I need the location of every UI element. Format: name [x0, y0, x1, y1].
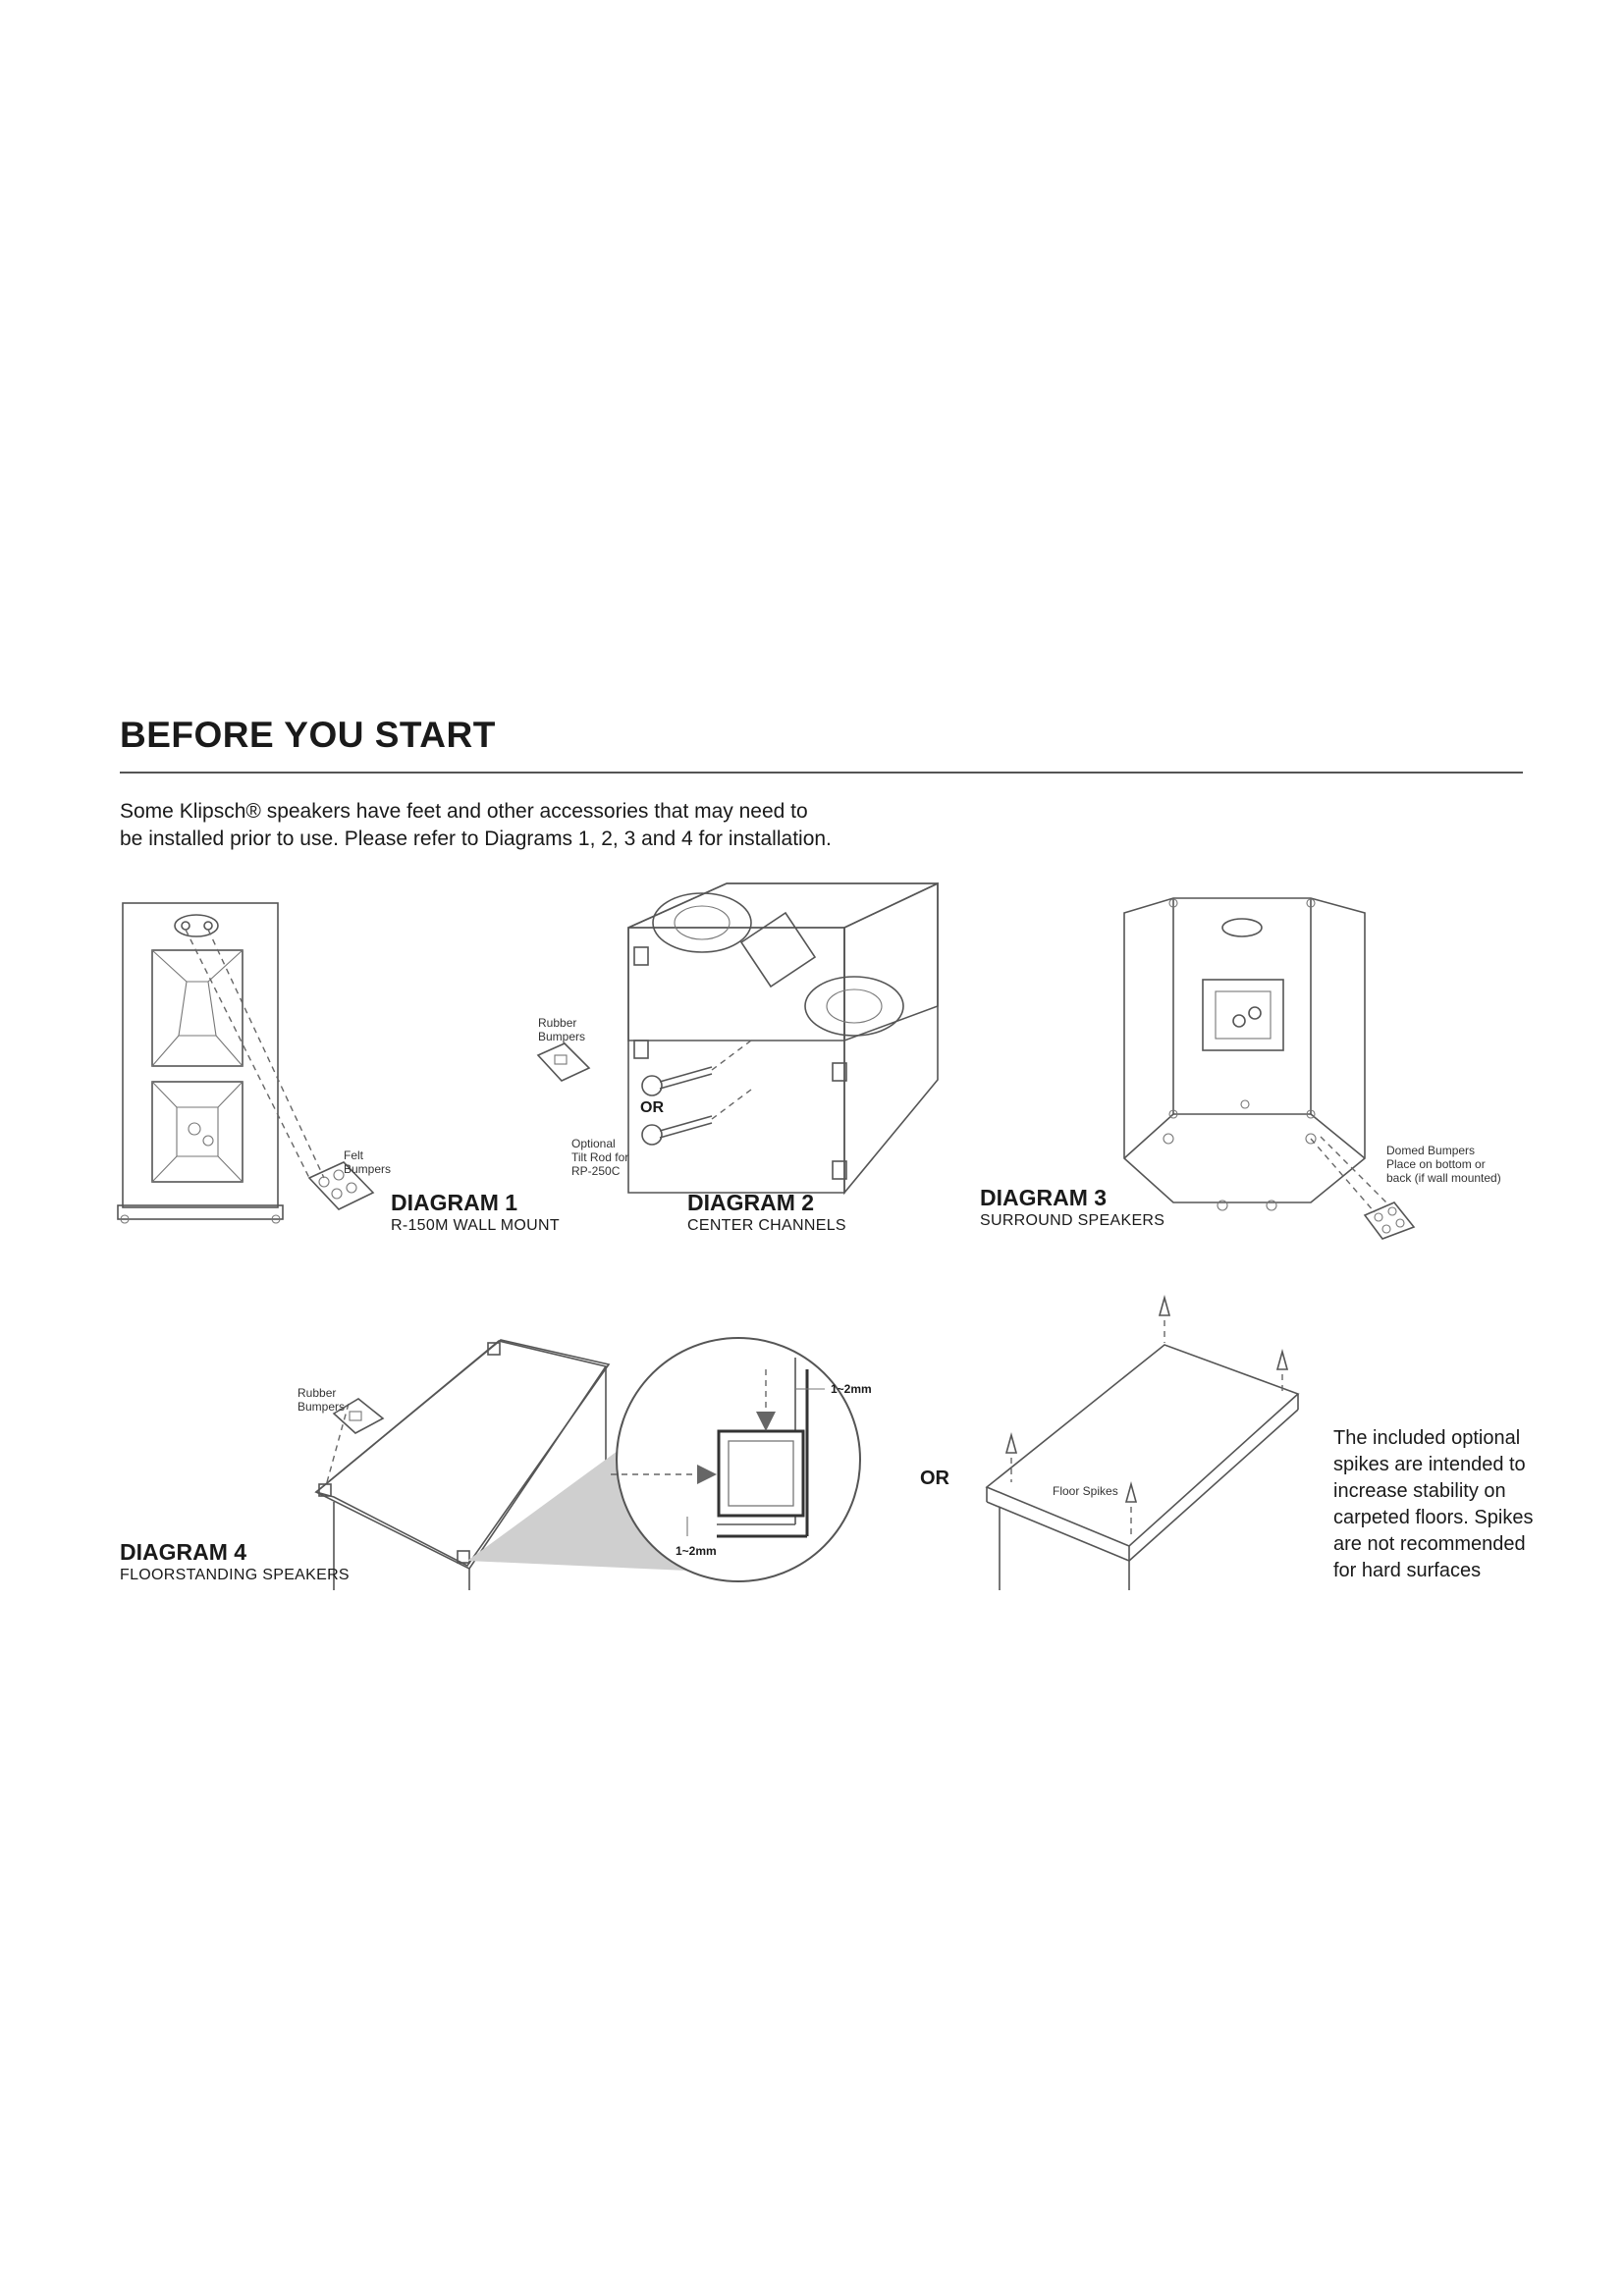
heading-divider: [120, 772, 1523, 774]
diagram3-speaker: [1124, 898, 1414, 1239]
diagram3-title: DIAGRAM 3: [980, 1185, 1108, 1210]
diagram2-or-label: OR: [640, 1099, 664, 1116]
diagram1-subtitle: R-150M WALL MOUNT: [391, 1217, 560, 1234]
diagram4-callout-rubber-bumpers: Rubber Bumpers: [298, 1386, 346, 1414]
diagram4-title: DIAGRAM 4: [120, 1539, 247, 1565]
intro-text-line2: be installed prior to use. Please refer to Diagrams 1, 2, 3 and 4 for installation.: [120, 828, 832, 850]
diagram4-callout-floor-spikes: Floor Spikes: [1053, 1484, 1118, 1498]
diagram1-speaker: [118, 903, 373, 1223]
diagram4-spikes: [987, 1298, 1298, 1590]
page-title: BEFORE YOU START: [120, 715, 496, 755]
diagram4-subtitle: FLOORSTANDING SPEAKERS: [120, 1567, 350, 1583]
diagram2-callout-rubber-bumpers: Rubber Bumpers: [538, 1016, 586, 1043]
diagram4-gap-bottom-label: 1~2mm: [676, 1544, 717, 1558]
diagram2-subtitle: CENTER CHANNELS: [687, 1217, 846, 1234]
diagram3-subtitle: SURROUND SPEAKERS: [980, 1212, 1165, 1229]
diagram4-gap-top-label: 1~2mm: [831, 1382, 872, 1396]
diagram4-spikes-note: The included optional spikes are intended to increase stability on carpeted floors. Spikes are not recommended for hard surfaces: [1333, 1427, 1534, 1581]
diagram3-callout-domed-bumpers: Domed Bumpers Place on bottom or back (if wall mounted): [1386, 1144, 1501, 1185]
diagram4-or-label: OR: [920, 1468, 949, 1489]
diagram1-title: DIAGRAM 1: [391, 1190, 518, 1215]
intro-text-line1: Some Klipsch® speakers have feet and other accessories that may need to: [120, 800, 808, 823]
diagram4-speaker: [316, 1338, 860, 1590]
diagram1-callout-felt-bumpers: Felt Bumpers: [344, 1148, 392, 1176]
diagram2-callout-tilt-rod: Optional Tilt Rod for RP-250C: [571, 1137, 629, 1178]
diagram2-title: DIAGRAM 2: [687, 1190, 815, 1215]
